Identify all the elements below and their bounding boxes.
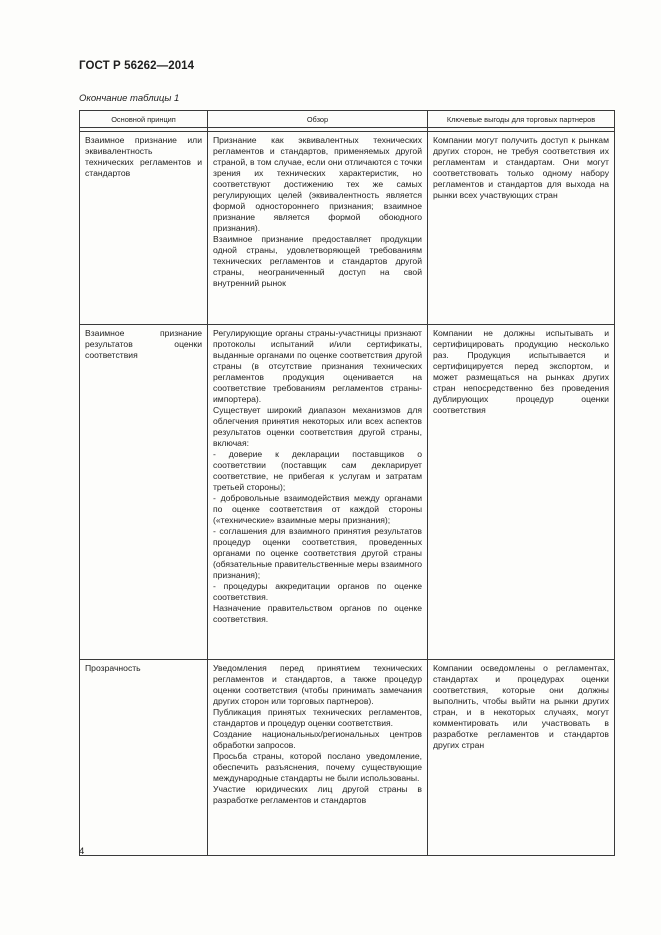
overview-paragraph: Просьба страны, которой послано уведомление, обеспечить разъяснения, почему существующие международные стандарты не были использованы. <box>213 751 422 783</box>
benefits-cell: Компании не должны испытывать и сертифицировать продукцию несколько раз. Продукция испытывается и сертифицируется перед экспортом, и может размещаться на рынках других стран непосредственно без проведения дублирующих процедур оценки соответствия <box>428 325 615 660</box>
overview-paragraph: Назначение правительством органов по оценке соответствия. <box>213 603 422 624</box>
principle-cell: Взаимное признание результатов оценки соответствия <box>80 325 208 660</box>
overview-paragraph: Взаимное признание предоставляет продукции одной страны, удовлетворяющей требованиям технических регламентов и стандартов другой страны, неограниченный доступ на свой внутренний рынок <box>213 234 422 288</box>
table-row <box>80 132 615 325</box>
overview-paragraph: Участие юридических лиц другой страны в разработке регламентов и стандартов <box>213 784 422 805</box>
principle-cell: Взаимное признание или эквивалентность технических регламентов и стандартов <box>80 132 208 325</box>
page-number: 4 <box>79 846 85 857</box>
overview-paragraph: Регулирующие органы страны-участницы признают протоколы испытаний и/или сертификаты, выданные органами по оценке соответствия другой страны (в отсутствие признания технических регламентов продукция оценивается на соответствие требованиям регламентов страны-импортера). <box>213 328 422 404</box>
column-header-principle: Основной принцип <box>80 111 208 128</box>
table-header-row <box>80 111 615 128</box>
overview-paragraph: - соглашения для взаимного принятия результатов процедур оценки соответствия, проведенных органами по оценке соответствия другой страны (обязательные правительственные меры взаимного признания); <box>213 526 422 580</box>
benefits-cell: Компании могут получить доступ к рынкам других сторон, не требуя соответствия их регламентам и стандартам. Они могут соответствовать только одному набору регламентов и стандартов для выхода на рынки всех участвующих стран <box>428 132 615 325</box>
table-caption: Окончание таблицы 1 <box>79 93 180 104</box>
benefits-cell: Компании осведомлены о регламентах, стандартах и процедурах оценки соответствия, которые они должны выполнить, чтобы выйти на рынки других стран, и в некоторых случаях, могут комментировать или участвовать в разработке регламентов и стандартов других стран <box>428 660 615 856</box>
principle-cell: Прозрачность <box>80 660 208 856</box>
document-title: ГОСТ Р 56262—2014 <box>79 60 195 72</box>
overview-paragraph: Уведомления перед принятием технических регламентов и стандартов, а также процедур оценки соответствия (чтобы принимать замечания других сторон или торговых партнеров). <box>213 663 422 706</box>
overview-paragraph: Признание как эквивалентных технических регламентов и стандартов, применяемых другой страной, в том случае, если они отличаются с точки зрения их технических характеристик, но соответствуют достижению тех же самых регулирующих целей (эквивалентность является формой одностороннего признания; взаимное признание является формой обоюдного признания). <box>213 135 422 233</box>
table-row <box>80 660 615 856</box>
overview-cell <box>208 325 428 660</box>
table-row <box>80 325 615 660</box>
overview-paragraph: - процедуры аккредитации органов по оценке соответствия. <box>213 581 422 602</box>
overview-paragraph: Публикация принятых технических регламентов, стандартов и процедур оценки соответствия. <box>213 707 422 728</box>
overview-paragraph: - доверие к декларации поставщиков о соответствии (поставщик сам декларирует соответствие, не прибегая к услугам и затратам третьей стороны); <box>213 449 422 492</box>
overview-paragraph: Создание национальных/региональных центров обработки запросов. <box>213 729 422 750</box>
overview-paragraph: - добровольные взаимодействия между органами по оценке соответствия от каждой стороны («технические» взаимные меры признания); <box>213 493 422 525</box>
overview-cell <box>208 660 428 856</box>
principles-table <box>79 110 615 856</box>
overview-cell <box>208 132 428 325</box>
column-header-benefits: Ключевые выгоды для торговых партнеров <box>428 111 615 128</box>
overview-paragraph: Существует широкий диапазон механизмов для облегчения принятия некоторых или всех аспектов результатов оценки соответствия другой страны, включая: <box>213 405 422 448</box>
column-header-overview: Обзор <box>208 111 428 128</box>
